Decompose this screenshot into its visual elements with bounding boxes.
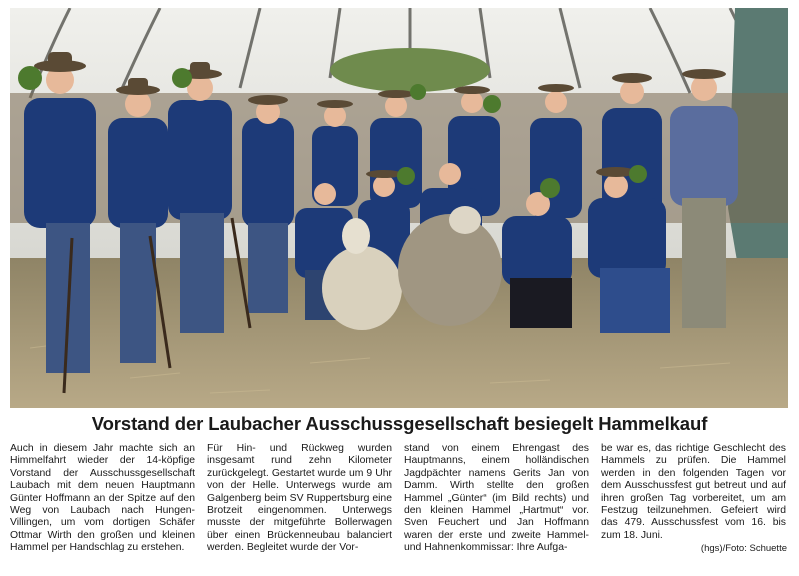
photo-credit: (hgs)/Foto: Schuette	[700, 543, 787, 554]
article-column-1: Auch in diesem Jahr machte sich an Himmelfahrt wieder der 14-köpfige Vorstand der Ausschussgesellschaft Laubach mit dem neuen Hauptmann Günter Hoffmann an der Spitze auf den Weg von Laubach nach Hungen-Villingen, um vom dortigen Schäfer Ottmar Wirth den großen und kleinen Hammel per Handschlag zu erstehen.	[10, 443, 195, 554]
article-headline: Vorstand der Laubacher Ausschussgesellschaft besiegelt Hammelkauf	[91, 413, 708, 434]
article-column-2: Für Hin- und Rückweg wurden insgesamt rund zehn Kilometer zurückgelegt. Gestartet wurde um 9 Uhr von der Helle. Unterwegs wurde am Galgenberg beim SV Ruppertsburg eine Brotzeit eingenommen. Unterwegs musste der mitgeführte Bollerwagen über einen Brückenneubau balanciert werden. Begleitet wurde der Vor-	[207, 443, 392, 554]
news-photo	[10, 8, 788, 408]
article-column-3: stand von einem Ehrengast des Hauptmanns, einem holländischen Jagdpächter namens Gerits Jan von Damm. Wirth stellte den großen Hammel „Günter“ (im Bild rechts) und den kleinen Hammel „Hartmut“ vor. Sven Feuchert und Jan Hoffmann waren der erste und zweite Hammel- und Hahnenkommissar: Ihre Aufga-	[404, 443, 589, 554]
article-body	[10, 443, 788, 555]
article-column-4: be war es, das richtige Geschlecht des Hammels zu prüfen. Die Hammel werden in den folgenden Tagen vor dem Ausschussfest gut betreut und auf ihren großen Tag vorbereitet, um am Festzug teilzunehmen. Gefeiert wird das 479. Ausschussfest vom 16. bis zum 18. Juni.	[601, 443, 786, 541]
